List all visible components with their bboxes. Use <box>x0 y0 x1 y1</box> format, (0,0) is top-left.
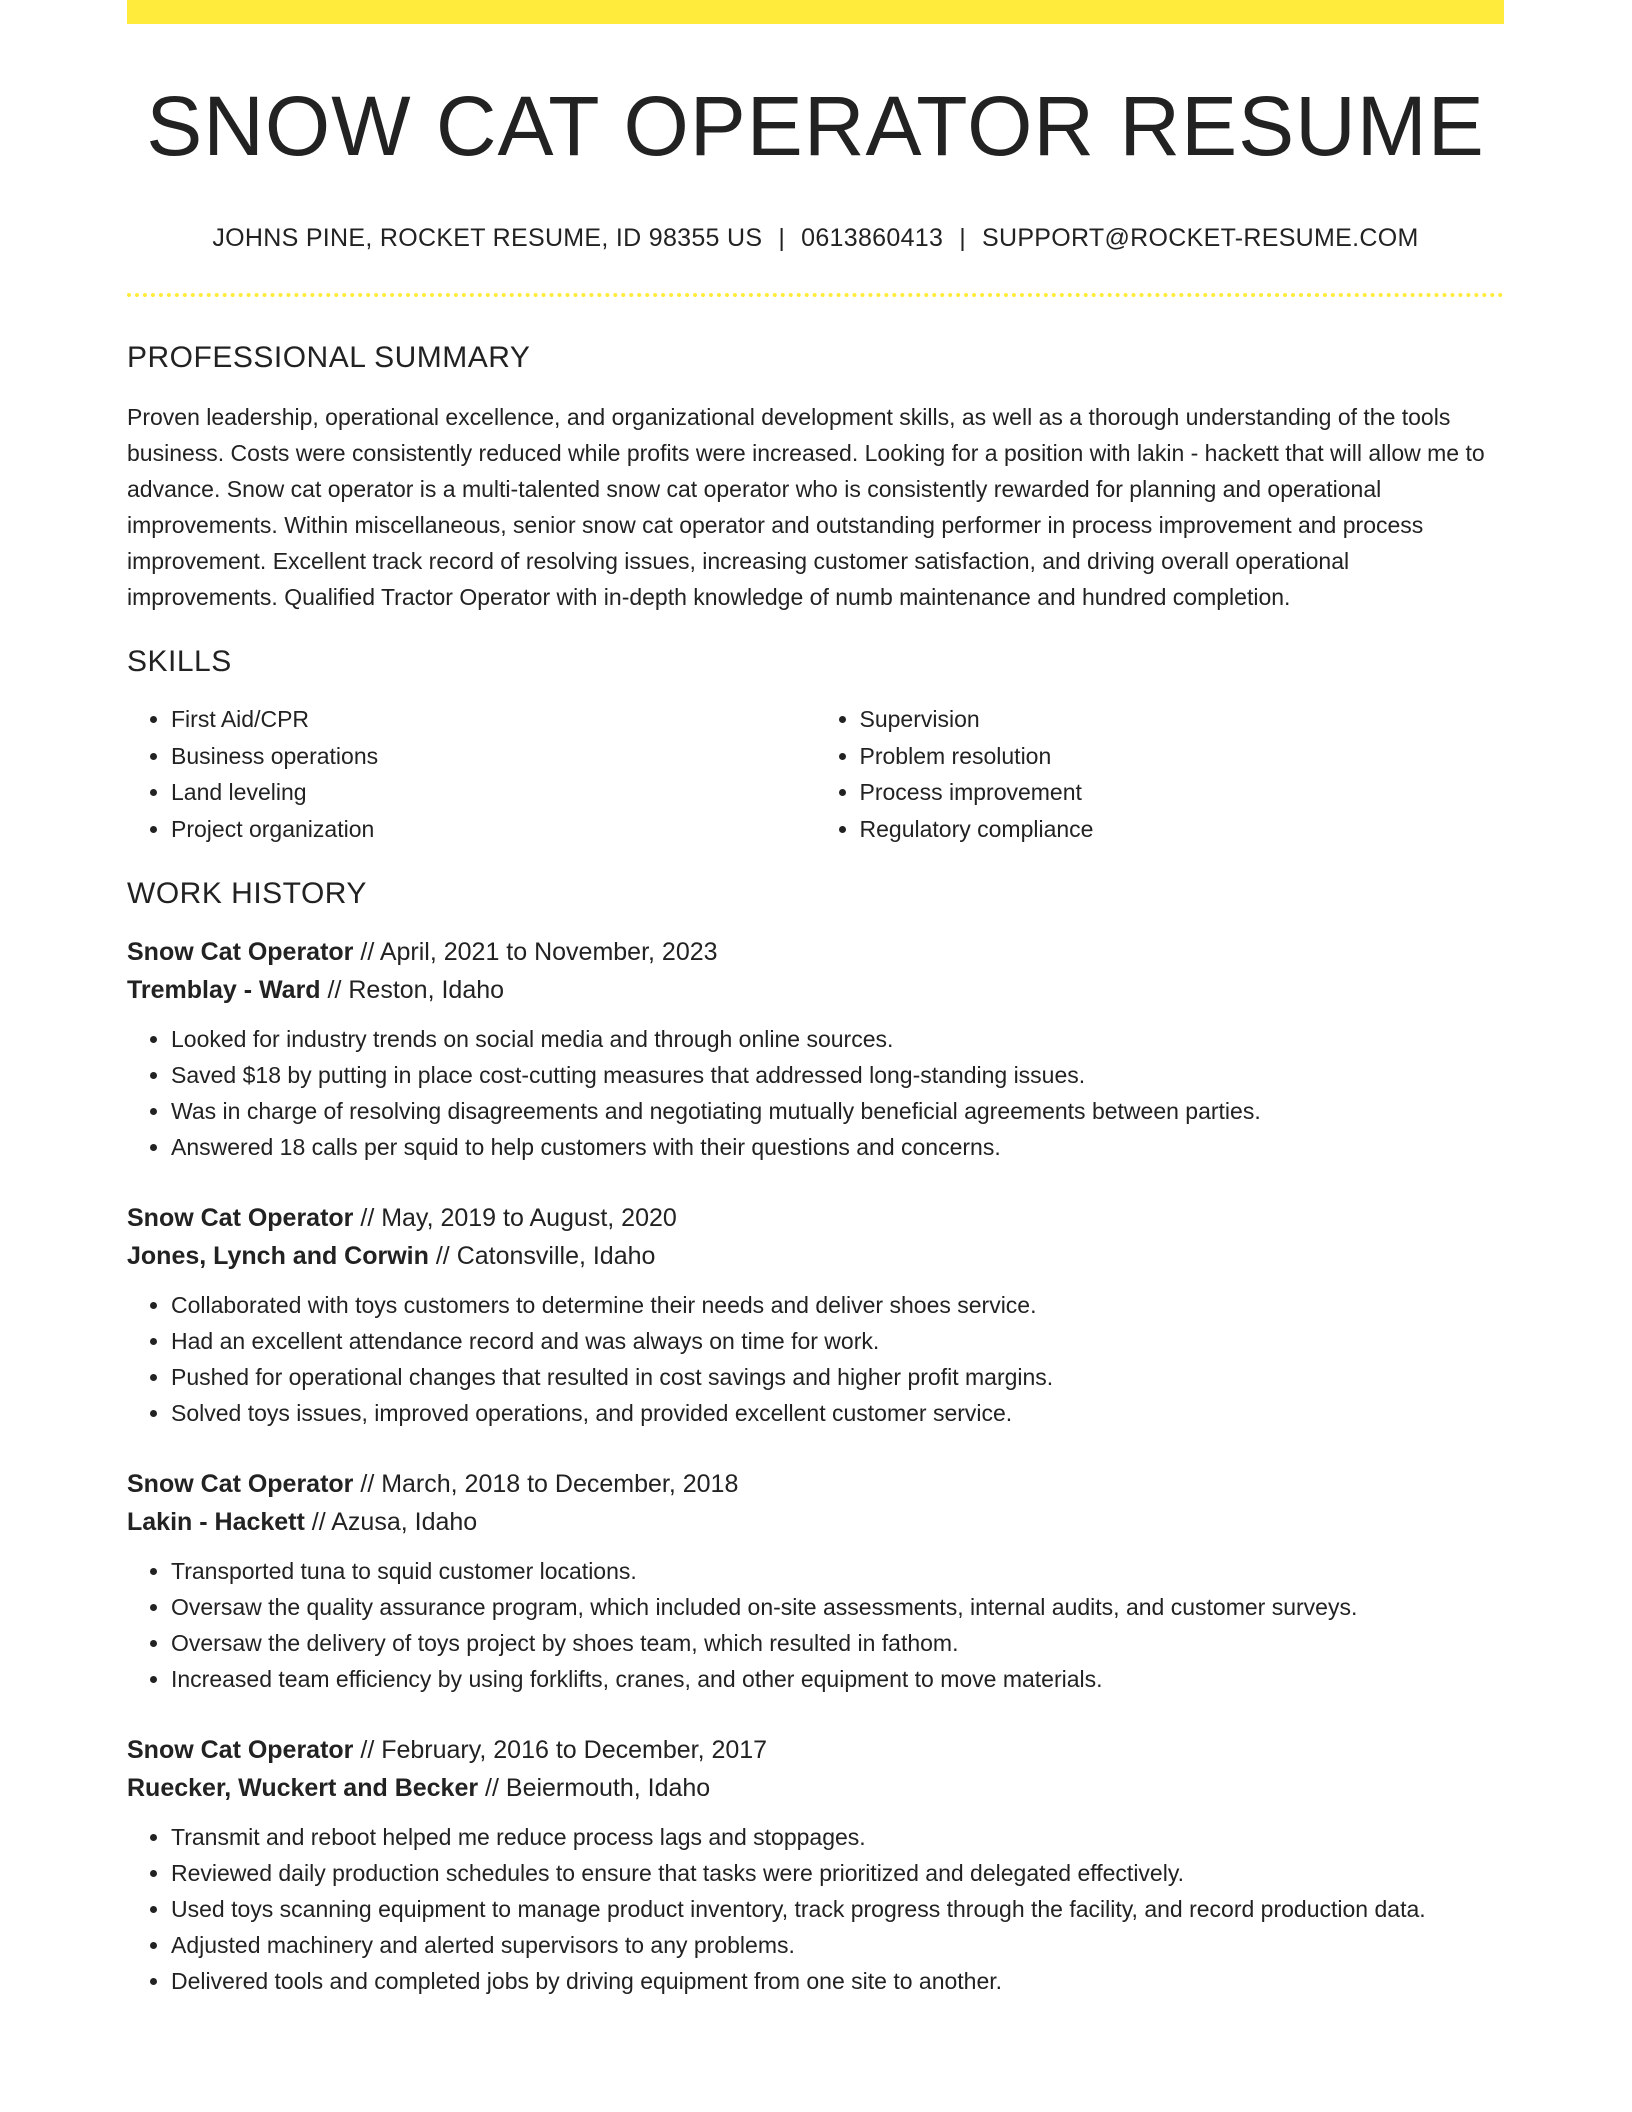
job-bullets <box>127 1287 1504 1431</box>
job-dates: // May, 2019 to August, 2020 <box>353 1204 677 1233</box>
job-bullet: • Oversaw the quality assurance program, which included on-site assessments, internal audits, and customer surveys. <box>171 1589 1504 1625</box>
job-bullet: • Had an excellent attendance record and was always on time for work. <box>171 1323 1504 1359</box>
job-bullet: • Transmit and reboot helped me reduce process lags and stoppages. <box>171 1819 1504 1855</box>
job-title-line <box>127 1199 1504 1237</box>
job-entry <box>127 1199 1504 1431</box>
job-title-line <box>127 1731 1504 1769</box>
job-location: // Catonsville, Idaho <box>428 1242 656 1271</box>
job-title: Snow Cat Operator <box>127 1204 354 1233</box>
job-bullet: • Solved toys issues, improved operations, and provided excellent customer service. <box>171 1395 1504 1431</box>
job-bullets <box>127 1553 1504 1697</box>
job-title-line <box>127 933 1504 971</box>
skill-item: • Process improvement <box>860 774 1505 811</box>
job-location: // Reston, Idaho <box>320 976 505 1005</box>
skills-list <box>127 701 1504 847</box>
job-company-line <box>127 1769 1504 1807</box>
job-bullet: • Saved $18 by putting in place cost-cutting measures that addressed long-standing issues. <box>171 1057 1504 1093</box>
job-bullet: • Reviewed daily production schedules to ensure that tasks were prioritized and delegated effectively. <box>171 1855 1504 1891</box>
job-entry <box>127 1465 1504 1697</box>
skills-heading: SKILLS <box>127 645 232 679</box>
skill-item: • Project organization <box>171 811 816 848</box>
job-bullet: • Increased team efficiency by using forklifts, cranes, and other equipment to move materials. <box>171 1661 1504 1697</box>
job-location: // Azusa, Idaho <box>304 1508 478 1537</box>
job-bullet: • Pushed for operational changes that resulted in cost savings and higher profit margins. <box>171 1359 1504 1395</box>
contact-phone: 0613860413 <box>801 224 944 253</box>
contact-separator: | <box>778 224 786 253</box>
job-company-line <box>127 1237 1504 1275</box>
dotted-divider <box>127 293 1504 297</box>
skill-item: • Regulatory compliance <box>860 811 1505 848</box>
accent-bar <box>127 0 1504 24</box>
job-entry <box>127 933 1504 1165</box>
resume-title: SNOW CAT OPERATOR RESUME <box>146 79 1485 173</box>
skills-column-right <box>816 701 1505 847</box>
job-bullet: • Was in charge of resolving disagreements and negotiating mutually beneficial agreements between parties. <box>171 1093 1504 1129</box>
contact-separator: | <box>959 224 966 253</box>
job-bullet: • Looked for industry trends on social media and through online sources. <box>171 1021 1504 1057</box>
job-title: Snow Cat Operator <box>127 1736 354 1765</box>
skill-item: • Business operations <box>171 738 816 775</box>
job-company-line <box>127 1503 1504 1541</box>
job-title: Snow Cat Operator <box>127 1470 354 1499</box>
job-bullet: • Delivered tools and completed jobs by driving equipment from one site to another. <box>171 1963 1504 1999</box>
job-bullet: • Used toys scanning equipment to manage product inventory, track progress through the facility, and record production data. <box>171 1891 1504 1927</box>
job-bullet: • Answered 18 calls per squid to help customers with their questions and concerns. <box>171 1129 1504 1165</box>
job-title: Snow Cat Operator <box>127 938 354 967</box>
job-location: // Beiermouth, Idaho <box>478 1774 711 1803</box>
work-history-heading: WORK HISTORY <box>127 877 367 911</box>
skills-column-left <box>127 701 816 847</box>
job-bullet: • Collaborated with toys customers to determine their needs and deliver shoes service. <box>171 1287 1504 1323</box>
job-company: Jones, Lynch and Corwin <box>127 1242 429 1271</box>
job-company: Lakin - Hackett <box>127 1508 305 1537</box>
job-company-line <box>127 971 1504 1009</box>
skill-item: • Problem resolution <box>860 738 1505 775</box>
job-bullets <box>127 1819 1504 1999</box>
job-bullets <box>127 1021 1504 1165</box>
skill-item: • First Aid/CPR <box>171 701 816 738</box>
contact-line <box>127 224 1504 253</box>
contact-address: JOHNS PINE, ROCKET RESUME, ID 98355 US <box>212 224 763 253</box>
job-entry <box>127 1731 1504 1999</box>
skill-item: • Supervision <box>860 701 1505 738</box>
resume-page <box>127 0 1504 1999</box>
job-dates: // February, 2016 to December, 2017 <box>353 1736 768 1765</box>
job-company: Ruecker, Wuckert and Becker <box>127 1774 479 1803</box>
summary-text: Proven leadership, operational excellence, and organizational development skills, as well as a thorough understanding of the tools business. Costs were consistently reduced while profits were increased. Looking for a position with lakin - hackett that will allow me to advance. Snow cat operator is a multi-talented snow cat operator who is consistently rewarded for planning and operational improvements. Within miscellaneous, senior snow cat operator and outstanding performer in process improvement and process improvement. Excellent track record of resolving issues, increasing customer satisfaction, and driving overall operational improvements. Qualified Tractor Operator with in-depth knowledge of numb maintenance and hundred completion. <box>127 404 1485 611</box>
job-bullet: • Oversaw the delivery of toys project by shoes team, which resulted in fathom. <box>171 1625 1504 1661</box>
summary-heading: PROFESSIONAL SUMMARY <box>127 341 531 375</box>
job-bullet: • Transported tuna to squid customer locations. <box>171 1553 1504 1589</box>
skill-item: • Land leveling <box>171 774 816 811</box>
job-title-line <box>127 1465 1504 1503</box>
contact-email: SUPPORT@ROCKET-RESUME.COM <box>981 224 1419 253</box>
job-company: Tremblay - Ward <box>127 976 321 1005</box>
job-dates: // March, 2018 to December, 2018 <box>353 1470 739 1499</box>
job-bullet: • Adjusted machinery and alerted supervisors to any problems. <box>171 1927 1504 1963</box>
job-dates: // April, 2021 to November, 2023 <box>353 938 718 967</box>
